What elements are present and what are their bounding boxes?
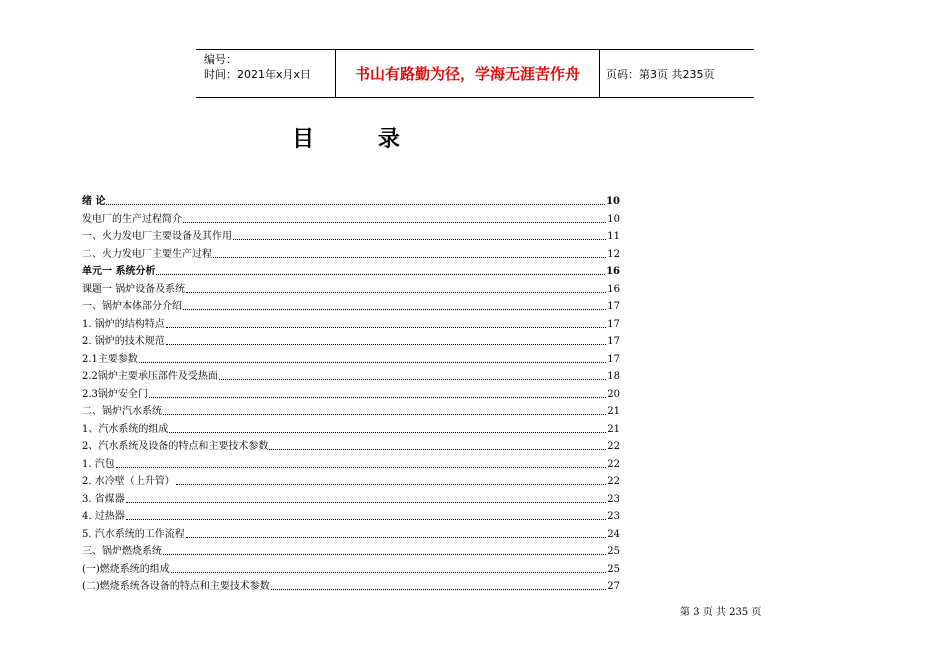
toc-leader-dots	[219, 371, 606, 380]
time-label: 时间：2021年x月x日	[204, 68, 312, 81]
toc-leader-dots	[126, 511, 607, 520]
toc-leader-dots	[149, 389, 606, 398]
toc-entry-page: 17	[607, 301, 620, 312]
toc-entry-page: 17	[607, 353, 620, 365]
toc-leader-dots	[163, 406, 606, 415]
toc-leader-dots	[183, 301, 606, 310]
toc-entry[interactable]	[82, 227, 620, 245]
toc-entry[interactable]	[82, 280, 620, 298]
toc-entry[interactable]	[82, 332, 620, 350]
toc-entry-label: 课题一 锅炉设备及系统	[82, 283, 186, 295]
toc-entry[interactable]	[82, 577, 620, 595]
toc-entry-page: 22	[607, 476, 620, 487]
page-footer: 第 3 页 共 235 页	[680, 607, 762, 618]
toc-leader-dots	[271, 581, 606, 590]
toc-entry[interactable]	[82, 542, 620, 560]
toc-leader-dots	[186, 529, 607, 538]
toc-entry[interactable]	[82, 210, 620, 228]
toc-entry-label: 发电厂的生产过程简介	[82, 213, 182, 225]
toc-entry-page: 22	[607, 458, 620, 470]
toc-entry-page: 16	[606, 266, 620, 277]
toc-entry-label: 1. 锅炉的结构特点	[82, 318, 165, 330]
toc-entry-label: 2.3锅炉安全门	[82, 388, 148, 400]
toc-entry[interactable]	[82, 385, 620, 403]
toc-leader-dots	[186, 284, 606, 293]
toc-leader-dots	[166, 319, 607, 328]
toc-entry-page: 25	[607, 546, 620, 557]
toc-leader-dots	[166, 336, 607, 345]
toc-entry-label: 单元一 系统分析	[82, 266, 156, 277]
toc-entry-page: 21	[607, 423, 620, 435]
toc-entry-page: 18	[607, 371, 620, 382]
toc-entry[interactable]	[82, 472, 620, 490]
toc-entry[interactable]	[82, 245, 620, 263]
toc-leader-dots	[176, 476, 607, 485]
toc-leader-dots	[183, 214, 606, 223]
toc-entry-label: 2.2锅炉主要承压部件及受热面	[82, 371, 218, 382]
toc-leader-dots	[126, 494, 607, 503]
page-header	[196, 49, 754, 98]
toc-entry-page: 22	[607, 441, 620, 452]
toc-entry[interactable]	[82, 192, 620, 210]
toc-entry[interactable]	[82, 350, 620, 368]
toc-entry-page: 23	[607, 493, 620, 505]
toc-entry-page: 10	[607, 213, 620, 225]
toc-entry[interactable]	[82, 525, 620, 543]
toc-entry-label: 2. 锅炉的技术规范	[82, 336, 165, 347]
toc-entry[interactable]	[82, 315, 620, 333]
toc-entry-page: 10	[606, 196, 620, 207]
toc-entry-label: 二、火力发电厂主要生产过程	[82, 248, 212, 260]
toc-leader-dots	[116, 459, 607, 468]
toc-leader-dots	[163, 546, 606, 555]
toc-entry-page: 17	[607, 318, 620, 330]
toc-entry-label: 4. 过热器	[82, 511, 125, 522]
toc-entry-label: 2. 水冷壁（上升管）	[82, 476, 175, 487]
toc-entry-page: 23	[607, 511, 620, 522]
toc-entry-label: 一、火力发电厂主要设备及其作用	[82, 231, 232, 242]
toc-entry[interactable]	[82, 420, 620, 438]
toc-entry-page: 20	[607, 388, 620, 400]
toc-entry-label: 一、锅炉本体部分介绍	[82, 301, 182, 312]
toc-leader-dots	[156, 266, 605, 275]
toc-entry[interactable]	[82, 437, 620, 455]
toc-leader-dots	[139, 354, 606, 363]
toc-entry-label: 绪 论	[82, 196, 106, 207]
toc-entry-label: 2.1主要参数	[82, 353, 138, 365]
toc-entry-page: 25	[607, 563, 620, 575]
toc-entry-label: 1. 汽包	[82, 458, 115, 470]
toc-entry-page: 12	[607, 248, 620, 260]
toc-entry-label: 3. 省煤器	[82, 493, 125, 505]
toc-entry-label: 三、锅炉燃烧系统	[82, 546, 162, 557]
toc-entry-page: 17	[607, 336, 620, 347]
toc-leader-dots	[106, 196, 605, 205]
toc-entry[interactable]	[82, 367, 620, 385]
toc-entry-page: 11	[607, 231, 620, 242]
table-of-contents	[82, 192, 620, 595]
toc-entry[interactable]	[82, 455, 620, 473]
toc-entry-label: 5. 汽水系统的工作流程	[82, 528, 185, 540]
toc-entry-page: 27	[607, 581, 620, 592]
toc-entry-label: (二)燃烧系统各设备的特点和主要技术参数	[82, 581, 270, 592]
toc-entry-label: 二、锅炉汽水系统	[82, 406, 162, 417]
toc-entry[interactable]	[82, 262, 620, 280]
toc-entry[interactable]	[82, 297, 620, 315]
toc-leader-dots	[213, 249, 606, 258]
toc-entry-page: 21	[607, 406, 620, 417]
toc-entry[interactable]	[82, 490, 620, 508]
toc-entry[interactable]	[82, 560, 620, 578]
page-title: 目 录	[292, 127, 428, 152]
toc-entry-page: 24	[607, 528, 620, 540]
toc-entry-label: 1、汽水系统的组成	[82, 423, 169, 435]
header-meta	[196, 50, 336, 97]
number-label: 编号：	[204, 53, 237, 66]
header-motto: 书山有路勤为径，学海无涯苦作舟	[336, 50, 600, 97]
toc-leader-dots	[169, 424, 606, 433]
toc-entry[interactable]	[82, 507, 620, 525]
header-page-info: 页码：第3页 共235页	[606, 67, 715, 81]
toc-leader-dots	[171, 564, 606, 573]
toc-entry-label: 2、汽水系统及设备的特点和主要技术参数	[82, 441, 269, 452]
toc-entry-page: 16	[607, 283, 620, 295]
toc-entry-label: (一)燃烧系统的组成	[82, 563, 170, 575]
toc-entry[interactable]	[82, 402, 620, 420]
toc-leader-dots	[269, 441, 606, 450]
toc-leader-dots	[233, 231, 606, 240]
